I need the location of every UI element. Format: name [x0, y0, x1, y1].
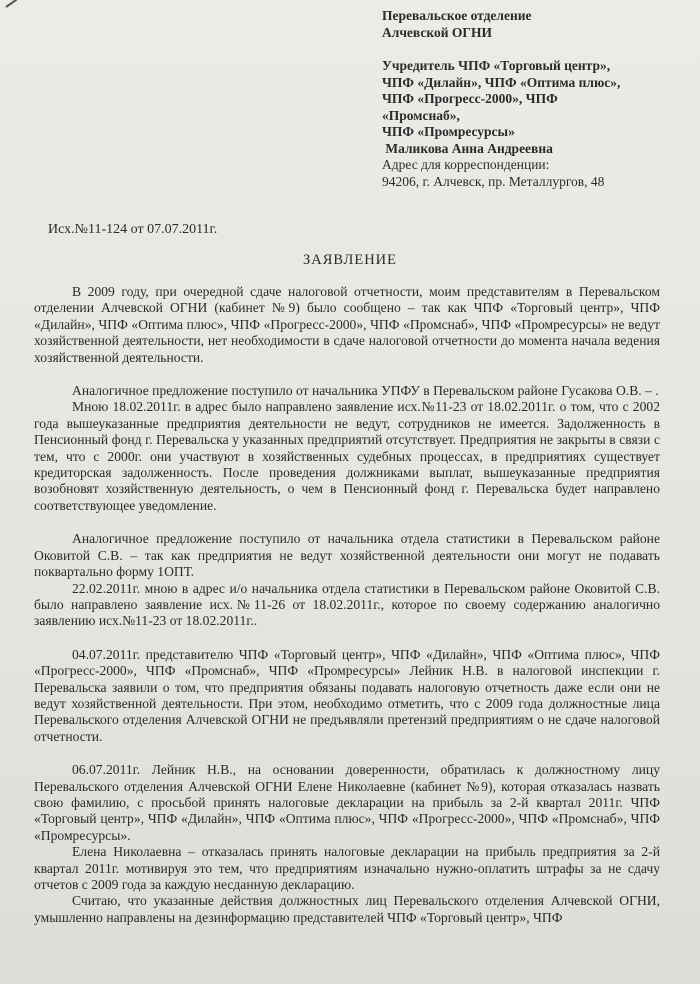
- paragraph: В 2009 году, при очередной сдаче налоговой отчетности, моим представителям в Перевальском отделении Алчевской ОГНИ (кабинет №9) было сообщено – так как ЧПФ «Торговый центр», ЧПФ «Дилайн», ЧПФ «Оптима плюс», ЧПФ «Прогресс-2000», ЧПФ «Промснаб», ЧПФ «Промресурсы» не ведут хозяйственной деятельности, нет необходимости в сдаче налоговой отчетности до момента начала ведения хозяйственной деятельности.: [34, 284, 660, 365]
- paragraph: Аналогичное предложение поступило от начальника УПФУ в Перевальском районе Гусакова О.В. – .: [72, 383, 659, 399]
- addressee-block: [382, 8, 682, 190]
- sender-line-1: Учредитель ЧПФ «Торговый центр»,: [382, 58, 611, 73]
- paragraph: Считаю, что указанные действия должностных лиц Перевальского отделения Алчевской ОГНИ, умышленно направлены на дезинформацию представителей ЧПФ «Торговый центр», ЧПФ: [34, 893, 660, 925]
- sender-line-3: ЧПФ «Прогресс-2000», ЧПФ: [382, 91, 558, 106]
- recipient-org-line-1: Перевальское отделение: [382, 8, 532, 23]
- recipient-org-line-2: Алчевской ОГНИ: [382, 24, 492, 40]
- paragraph: Елена Николаевна – отказалась принять налоговые декларации на прибыль предприятия за 2-й квартал 2011г. мотивируя это тем, что предприятиям изначально нужно-оплатить штрафы за не сдачу отчетов с 2009 года за каждую несданную декларацию.: [34, 844, 660, 892]
- document-title: ЗАЯВЛЕНИЕ: [302, 252, 398, 268]
- paragraph: Мною 18.02.2011г. в адрес было направлено заявление исх.№11-23 от 18.02.2011г. о том, что с 2002 года вышеуказанные предприятия деятельности не ведут, сотрудников не имеется. Задолженность в Пенсионный фонд г. Перевальска у указанных предприятий отсутствует. Предприятия не закрыты в связи с тем, что с 2000г. они участвуют в хозяйственных судебных процессах, в предприятиях существует кредиторская задолженность. После проведения должниками выплат, вышеуказанные предприятия возобновят хозяйственную деятельность, о чем в Пенсионный фонд г. Перевальска будет направлено соответствующее уведомление.: [34, 399, 660, 513]
- correspondence-address: 94206, г. Алчевск, пр. Металлургов, 48: [382, 173, 605, 189]
- document-body: [34, 284, 660, 926]
- correspondence-label: Адрес для корреспонденции:: [382, 157, 550, 172]
- paragraph: Аналогичное предложение поступило от начальника отдела статистики в Перевальском районе Оковитой С.В. – так как предприятия не ведут хозяйственной деятельности они могут не подавать поквартально форму 1ОПТ.: [34, 531, 660, 580]
- sender-line-4: «Промснаб»,: [382, 107, 460, 123]
- outgoing-reference: Исх.№11-124 от 07.07.2011г.: [48, 222, 218, 237]
- paragraph: 06.07.2011г. Лейник Н.В., на основании доверенности, обратилась к должностному лицу Перевальского отделения Алчевской ОГНИ Елене Николаевне (кабинет №9), которая отказалась назвать свою фамилию, с просьбой принять налоговые декларации на прибыль за 2-й квартал 2011г. ЧПФ «Торговый центр», ЧПФ «Дилайн», ЧПФ «Оптима плюс», ЧПФ «Прогресс-2000», ЧПФ «Промснаб», ЧПФ «Промресурсы».: [34, 762, 660, 843]
- paragraph: 04.07.2011г. представителю ЧПФ «Торговый центр», ЧПФ «Дилайн», ЧПФ «Оптима плюс», ЧПФ «Прогресс-2000», ЧПФ «Промснаб», ЧПФ «Промресурсы» Лейник Н.В. в налоговой инспекции г. Перевальска заявили о том, что предприятия обязаны подавать налоговую отчетность даже если они не ведут хозяйственной деятельности. При этом, необходимо отметить, что с 2009 года должностные лица Перевальского отделения Алчевской ОГНИ не предъявляли претензий предприятиям о не сдаче налоговой отчетности.: [34, 646, 660, 744]
- sender-line-5: ЧПФ «Промресурсы»: [382, 124, 515, 139]
- sender-line-2: ЧПФ «Дилайн», ЧПФ «Оптима плюс»,: [382, 74, 621, 90]
- paragraph: 22.02.2011г. мною в адрес и/о начальника отдела статистики в Перевальском районе Оковитой С.В. было направлено заявление исх.№11-26 от 18.02.2011г., которое по своему содержанию аналогично заявлению исх.№11-23 от 18.02.2011г..: [34, 580, 660, 629]
- sender-name: Маликова Анна Андреевна: [382, 140, 553, 156]
- pen-mark: [5, 0, 36, 8]
